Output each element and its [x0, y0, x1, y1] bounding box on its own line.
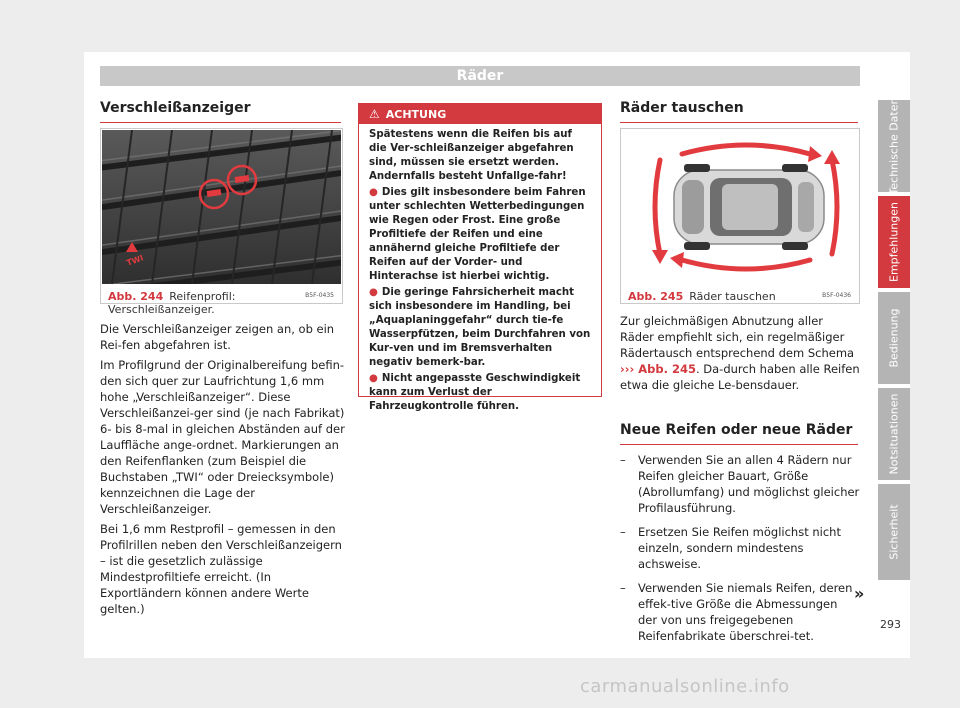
figure-reference-link[interactable]: ››› Abb. 245	[620, 362, 696, 376]
paragraph: Zur gleichmäßigen Abnutzung aller Räder empfiehlt sich, ein regelmäßiger Rädertausch entsprechend dem Schema ››› Abb. 245. Da-durch haben alle Reifen etwa die gleiche Le-bensdauer.	[620, 314, 860, 392]
section-title-verschleissanzeiger: Verschleißanzeiger	[100, 100, 341, 123]
figure-caption-244	[108, 290, 343, 316]
svg-text:TWI: TWI	[125, 253, 145, 268]
warning-bullet: ● Dies gilt insbesondere beim Fahren unter schlechten Wetterbedingungen wie Regen oder Frost. Eine große Profiltiefe der Reifen und eine annähernd gleiche Profiltiefe der Reifen auf der Vorder- und Hinterachse ist hierbei wichtig.	[369, 187, 586, 282]
figure-number: Abb. 244	[108, 290, 164, 303]
warning-header	[359, 104, 601, 124]
paragraph: Im Profilgrund der Originalbereifung befin-den sich quer zur Laufrichtung 1,6 mm hohe „Verschleißanzeiger“. Diese Verschleißanzei-ger sind (je nach Fabrikat) 6- bis 8-mal in gleichen Abständen auf der Lauffläche ange-ordnet. Markierungen an den Reifenflanken (zum Beispiel die Buchstaben „TWI“ oder Dreiecksymbole) kennzeichnen die Lage der Verschleißanzeiger.	[100, 358, 345, 516]
tab-notsituationen[interactable]: Notsituationen	[878, 388, 910, 480]
wheel-rotation-illustration	[622, 130, 858, 284]
page-header-title: Räder	[456, 68, 504, 84]
list-item: – Ersetzen Sie Reifen möglichst nicht einzeln, sondern mindestens achsweise.	[620, 525, 841, 571]
tab-empfehlungen[interactable]: Empfehlungen	[878, 196, 910, 288]
figure-wheel-rotation	[620, 128, 860, 304]
list-item: – Verwenden Sie niemals Reifen, deren effek-tive Größe die Abmessungen der von uns freigegebenen Reifenfabrikate überschrei-tet.	[620, 581, 853, 643]
list-item: – Verwenden Sie an allen 4 Rädern nur Reifen gleicher Bauart, Größe (Abrollumfang) und möglichst gleicher Profilausführung.	[620, 453, 860, 515]
warning-bullet: ● Nicht angepasste Geschwindigkeit kann zum Verlust der Fahrzeugkontrolle führen.	[369, 373, 581, 412]
page-number: 293	[880, 618, 901, 631]
bullet-icon: ●	[369, 287, 378, 298]
figure-code: B5F-0436	[822, 292, 851, 299]
warning-body	[359, 124, 601, 414]
paragraph: Bei 1,6 mm Restprofil – gemessen in den Profilrillen neben den Verschleißanzeigern – ist die gesetzlich zulässige Mindestprofiltiefe erreicht. (In Exportländern können andere Werte gelten.)	[100, 522, 342, 616]
figure-caption-245	[628, 290, 858, 303]
tab-technische-daten[interactable]: Technische Daten	[878, 100, 910, 192]
figure-number: Abb. 245	[628, 290, 684, 303]
tab-bedienung[interactable]: Bedienung	[878, 292, 910, 384]
section-title-raeder-tauschen: Räder tauschen	[620, 100, 858, 123]
car-top-view	[674, 164, 824, 250]
warning-title: ACHTUNG	[385, 108, 447, 121]
continue-arrow-icon: »	[854, 584, 865, 603]
figure-tire-tread	[100, 128, 343, 304]
bullet-icon: ●	[369, 187, 378, 198]
warning-box	[358, 103, 602, 412]
bullet-icon: ●	[369, 373, 378, 384]
tab-sicherheit[interactable]: Sicherheit	[878, 484, 910, 580]
warning-bullet: ● Die geringe Fahrsicherheit macht sich insbesondere im Handling, bei „Aquaplaninggefahr“ durch tie-fe Wasserpfützen, beim Durchfahren von Kur-ven und im Bremsverhalten negativ bemerk-bar.	[369, 287, 591, 368]
figure-caption-text: Räder tauschen	[689, 290, 776, 303]
warning-triangle-icon: ⚠	[369, 107, 380, 121]
tire-tread-illustration	[102, 130, 341, 284]
figure-code: B5F-0435	[305, 292, 334, 299]
paragraph: Die Verschleißanzeiger zeigen an, ob ein Rei-fen abgefahren ist.	[100, 322, 335, 352]
right-body-text	[620, 313, 860, 397]
page-header-bar	[100, 66, 860, 86]
warning-intro: Spätestens wenn die Reifen bis auf die Ver-schleißanzeiger abgefahren sind, müssen sie ersetzt werden. Andernfalls besteht Unfallge-fahr!	[369, 129, 574, 182]
section-title-neue-reifen: Neue Reifen oder neue Räder	[620, 422, 858, 445]
left-body-text	[100, 321, 345, 621]
tire-rules-list	[620, 452, 860, 652]
watermark: carmanualsonline.info	[580, 676, 790, 697]
figure-caption-text: Reifenprofil: Verschleißanzeiger.	[108, 290, 236, 316]
